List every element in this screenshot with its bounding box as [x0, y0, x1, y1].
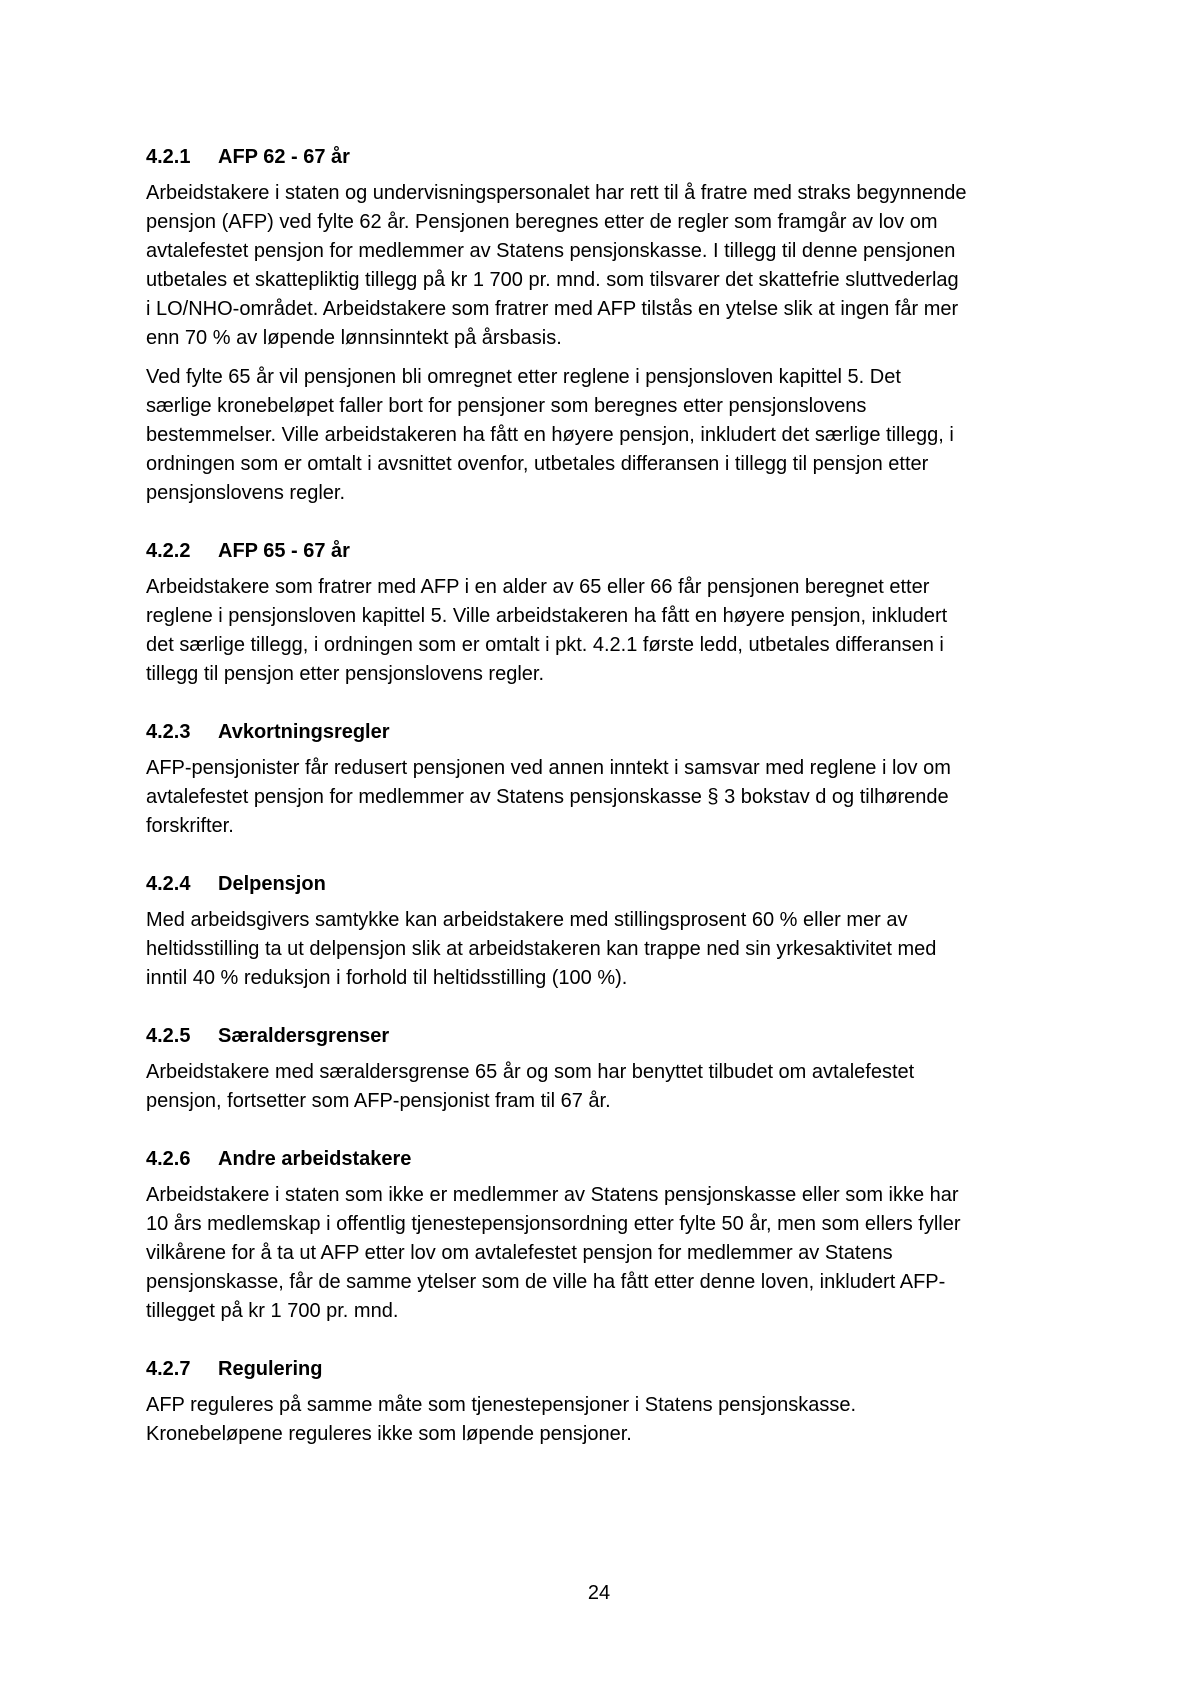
- section-4-2-4: [146, 872, 1076, 993]
- paragraph: AFP reguleres på samme måte som tjenestepensjoner i Statens pensjonskasse. Kronebeløpene reguleres ikke som løpende pensjoner.: [146, 1394, 856, 1445]
- section-heading: [146, 145, 1076, 169]
- paragraph: Arbeidstakere i staten som ikke er medlemmer av Statens pensjonskasse eller som ikke har 10 års medlemskap i offentlig tjenestepensjonsordning etter fylte 50 år, men som ellers fyller vilkårene for å ta ut AFP etter lov om avtalefestet pensjon for medlemmer av Statens pensjonskasse, får de samme ytelser som de ville ha fått etter denne loven, inkludert AFP- tillegget på kr 1 700 pr. mnd.: [146, 1184, 961, 1322]
- paragraph: Arbeidstakere som fratrer med AFP i en alder av 65 eller 66 får pensjonen beregnet etter reglene i pensjonsloven kapittel 5. Ville arbeidstakeren ha fått en høyere pensjon, inkludert det særlige tillegg, i ordningen som er omtalt i pkt. 4.2.1 første ledd, utbetales differansen i tillegg til pensjon etter pensjonslovens regler.: [146, 576, 948, 685]
- section-4-2-7: [146, 1357, 1076, 1449]
- section-title: Delpensjon: [218, 873, 326, 895]
- section-heading: [146, 872, 1076, 896]
- section-4-2-6: [146, 1147, 1076, 1326]
- section-number: 4.2.4: [146, 873, 191, 895]
- paragraph: Ved fylte 65 år vil pensjonen bli omregnet etter reglene i pensjonsloven kapittel 5. Det særlige kronebeløpet faller bort for pensjoner som beregnes etter pensjonslovens bestemmelser. Ville arbeidstakeren ha fått en høyere pensjon, inkludert det særlige tillegg, i ordningen som er omtalt i avsnittet ovenfor, utbetales differansen i tillegg til pensjon etter pensjonslovens regler.: [146, 366, 954, 504]
- section-title: Særaldersgrenser: [218, 1025, 390, 1047]
- section-4-2-2: [146, 539, 1076, 689]
- section-number: 4.2.7: [146, 1358, 191, 1380]
- section-heading: [146, 1147, 1076, 1171]
- section-4-2-3: [146, 720, 1076, 841]
- section-heading: [146, 720, 1076, 744]
- section-heading: [146, 539, 1076, 563]
- document-body: [146, 145, 1076, 1480]
- section-heading: [146, 1024, 1076, 1048]
- section-number: 4.2.3: [146, 721, 191, 743]
- section-number: 4.2.2: [146, 540, 191, 562]
- section-title: Regulering: [218, 1358, 323, 1380]
- section-title: Andre arbeidstakere: [218, 1148, 412, 1170]
- section-title: AFP 65 - 67 år: [218, 540, 350, 562]
- paragraph: AFP-pensjonister får redusert pensjonen ved annen inntekt i samsvar med reglene i lov om avtalefestet pensjon for medlemmer av Statens pensjonskasse § 3 bokstav d og tilhørende forskrifter.: [146, 757, 951, 837]
- section-title: Avkortningsregler: [218, 721, 390, 743]
- paragraph: Med arbeidsgivers samtykke kan arbeidstakere med stillingsprosent 60 % eller mer av heltidsstilling ta ut delpensjon slik at arbeidstakeren kan trappe ned sin yrkesaktivitet med inntil 40 % reduksjon i forhold til heltidsstilling (100 %).: [146, 909, 937, 989]
- section-number: 4.2.5: [146, 1025, 191, 1047]
- section-title: AFP 62 - 67 år: [218, 146, 350, 168]
- paragraph: Arbeidstakere med særaldersgrense 65 år og som har benyttet tilbudet om avtalefestet pensjon, fortsetter som AFP-pensjonist fram til 67 år.: [146, 1061, 915, 1112]
- page-number: 24: [587, 1582, 611, 1604]
- paragraph: Arbeidstakere i staten og undervisningspersonalet har rett til å fratre med straks begynnende pensjon (AFP) ved fylte 62 år. Pensjonen beregnes etter de regler som framgår av lov om avtalefestet pensjon for medlemmer av Statens pensjonskasse. I tillegg til denne pensjonen utbetales et skattepliktig tillegg på kr 1 700 pr. mnd. som tilsvarer det skattefrie sluttvederlag i LO/NHO-området. Arbeidstakere som fratrer med AFP tilstås en ytelse slik at ingen får mer enn 70 % av løpende lønnsinntekt på årsbasis.: [146, 182, 967, 349]
- section-4-2-5: [146, 1024, 1076, 1116]
- section-number: 4.2.1: [146, 146, 191, 168]
- section-number: 4.2.6: [146, 1148, 191, 1170]
- section-heading: [146, 1357, 1076, 1381]
- section-4-2-1: [146, 145, 1076, 508]
